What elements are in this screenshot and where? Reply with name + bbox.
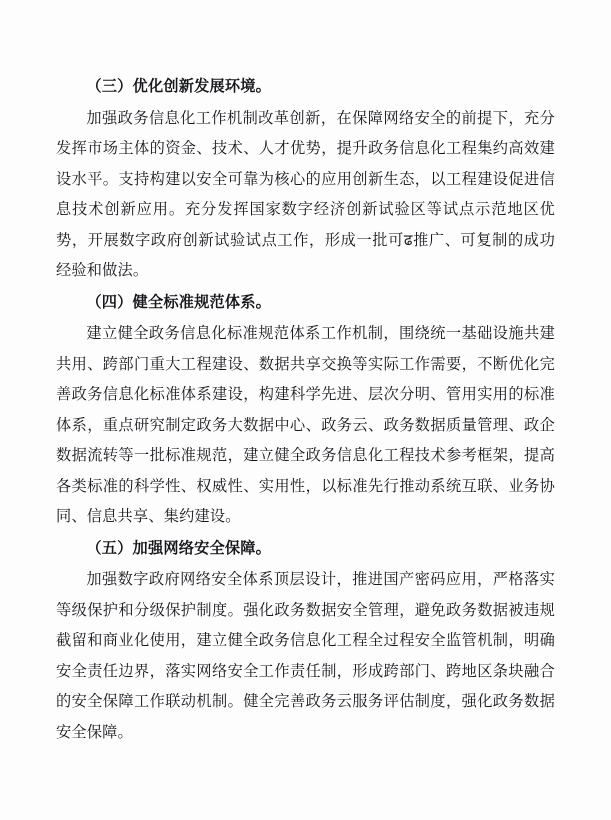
section-body-3: 加强政务信息化工作机制改革创新，在保障网络安全的前提下，充分发挥市场主体的资金、技术、人才优势，提升政务信息化工程集约高效建设水平。支持构建以安全可靠为核心的应用创新生态，以工程建设促进信息技术创新应用。充分发挥国家数字经济创新试验区等试点示范地区优势，开展数字政府创新试验试点工作，形成一批可ढ推广、可复制的成功经验和做法。	[56, 109, 555, 279]
document-body	[56, 72, 555, 748]
section-heading-5: （五）加强网络安全保障。	[86, 539, 272, 557]
section-body-5: 加强数字政府网络安全体系顶层设计，推进国产密码应用，严格落实等级保护和分级保护制度。强化政务数据安全管理，避免政务数据被违规截留和商业化使用，建立健全政务信息化工程全过程安全监管机制，明确安全责任边界，落实网络安全工作责任制，形成跨部门、跨地区条块融合的安全保障工作联动机制。健全完善政务云服务评估制度，强化政务数据安全保障。	[56, 571, 555, 741]
section-heading-4: （四）健全标准规范体系。	[86, 293, 272, 311]
section-body-4: 建立健全政务信息化标准规范体系工作机制，围绕统一基础设施共建共用、跨部门重大工程建设、数据共享交换等实际工作需要，不断优化完善政务信息化标准体系建设，构建科学先进、层次分明、管用实用的标准体系，重点研究制定政务大数据中心、政务云、政务数据质量管理、政企数据流转等一批标准规范，建立健全政务信息化工程技术参考框架，提高各类标准的科学性、权威性、实用性，以标准先行推动系统互联、业务协同、信息共享、集约建设。	[56, 325, 555, 525]
section-heading-3: （三）优化创新发展环境。	[86, 78, 272, 95]
